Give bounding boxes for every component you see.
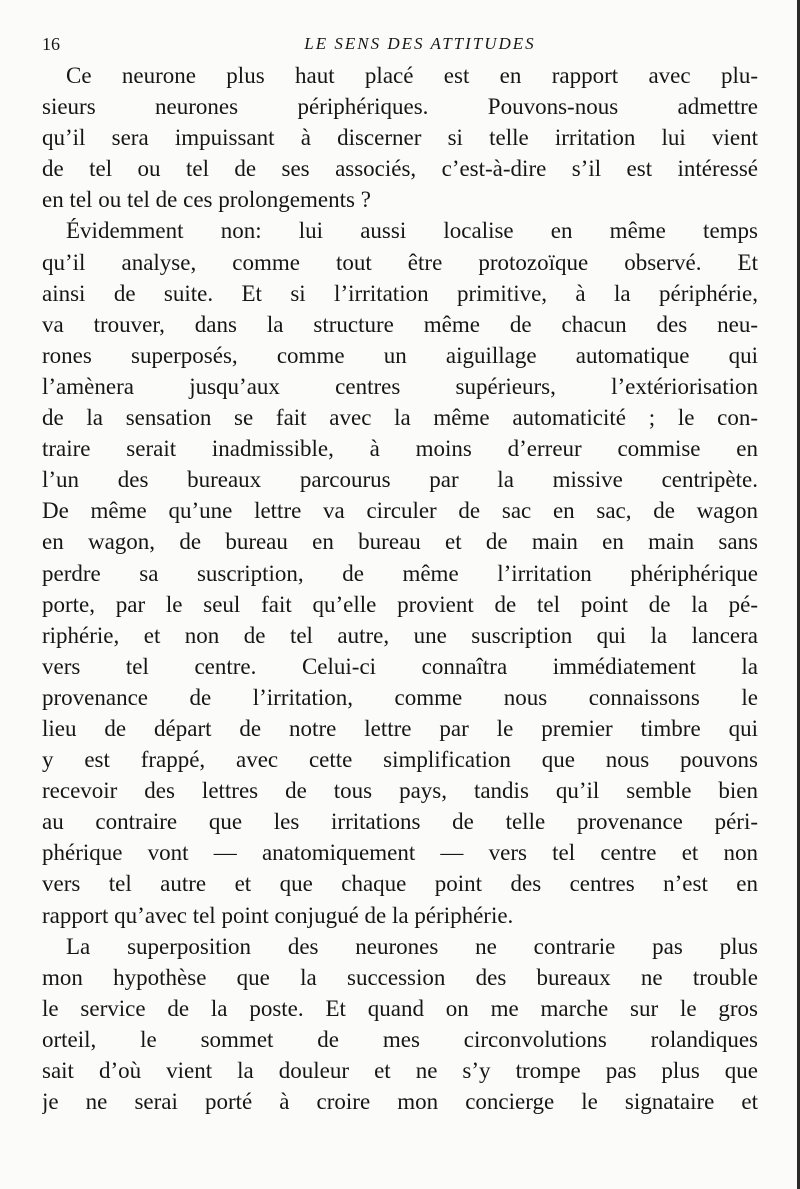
text-line: vers tel autre et que chaque point des centres n’est en <box>42 871 758 897</box>
running-head: LE SENS DES ATTITUDES <box>304 34 536 53</box>
text-line: en tel ou tel de ces prolongements ? <box>42 187 371 213</box>
text-line: perdre sa suscription, de même l’irritation phériphérique <box>42 560 758 586</box>
paragraph <box>42 60 758 215</box>
text-line: Ce neurone plus haut placé est en rapport avec plu- <box>66 63 758 88</box>
text-line: sieurs neurones périphériques. Pouvons-nous admettre <box>42 94 758 120</box>
paragraph <box>42 215 758 930</box>
text-line: de la sensation se fait avec la même automaticité ; le con- <box>42 405 758 431</box>
text-line: recevoir des lettres de tous pays, tandis qu’il semble bien <box>42 778 758 804</box>
text-line: de tel ou tel de ses associés, c’est-à-dire s’il est intéressé <box>42 156 758 182</box>
text-line: provenance de l’irritation, comme nous connaissons le <box>42 684 758 710</box>
text-line: y est frappé, avec cette simplification que nous pouvons <box>42 747 758 773</box>
text-line: porte, par le seul fait qu’elle provient de tel point de la pé- <box>42 591 758 617</box>
text-line: l’amènera jusqu’aux centres supérieurs, l’extériorisation <box>42 373 758 399</box>
text-line: qu’il sera impuissant à discerner si telle irritation lui vient <box>42 125 758 151</box>
text-line: lieu de départ de notre lettre par le premier timbre qui <box>42 715 758 741</box>
text-line: qu’il analyse, comme tout être protozoïque observé. Et <box>42 249 758 275</box>
text-line: je ne serai porté à croire mon concierge le signataire et <box>42 1089 758 1115</box>
body-text <box>42 60 758 1117</box>
page-header <box>42 30 758 58</box>
text-line: le service de la poste. Et quand on me marche sur le gros <box>42 995 758 1021</box>
text-line: Évidemment non: lui aussi localise en même temps <box>66 218 758 244</box>
text-line: De même qu’une lettre va circuler de sac en sac, de wagon <box>42 498 758 524</box>
text-line: La superposition des neurones ne contrarie pas plus <box>66 933 758 959</box>
paragraph <box>42 931 758 1118</box>
text-line: vers tel centre. Celui-ci connaîtra immédiatement la <box>42 653 758 679</box>
page-number: 16 <box>42 34 60 54</box>
text-line: traire serait inadmissible, à moins d’erreur commise en <box>42 436 758 462</box>
text-line: ainsi de suite. Et si l’irritation primitive, à la périphérie, <box>42 280 758 306</box>
text-line: riphérie, et non de tel autre, une suscription qui la lancera <box>42 622 758 648</box>
text-line: au contraire que les irritations de telle provenance péri- <box>42 809 758 835</box>
text-line: rones superposés, comme un aiguillage automatique qui <box>42 342 758 368</box>
text-line: en wagon, de bureau en bureau et de main en main sans <box>42 529 758 555</box>
text-line: sait d’où vient la douleur et ne s’y trompe pas plus que <box>42 1058 758 1083</box>
text-line: mon hypothèse que la succession des bureaux ne trouble <box>42 964 758 990</box>
text-line: l’un des bureaux parcourus par la missive centripète. <box>42 467 758 493</box>
text-line: rapport qu’avec tel point conjugué de la périphérie. <box>42 902 514 928</box>
text-line: orteil, le sommet de mes circonvolutions rolandiques <box>42 1026 758 1052</box>
text-line: va trouver, dans la structure même de chacun des neu- <box>42 311 758 337</box>
text-line: phérique vont — anatomiquement — vers tel centre et non <box>42 840 758 866</box>
